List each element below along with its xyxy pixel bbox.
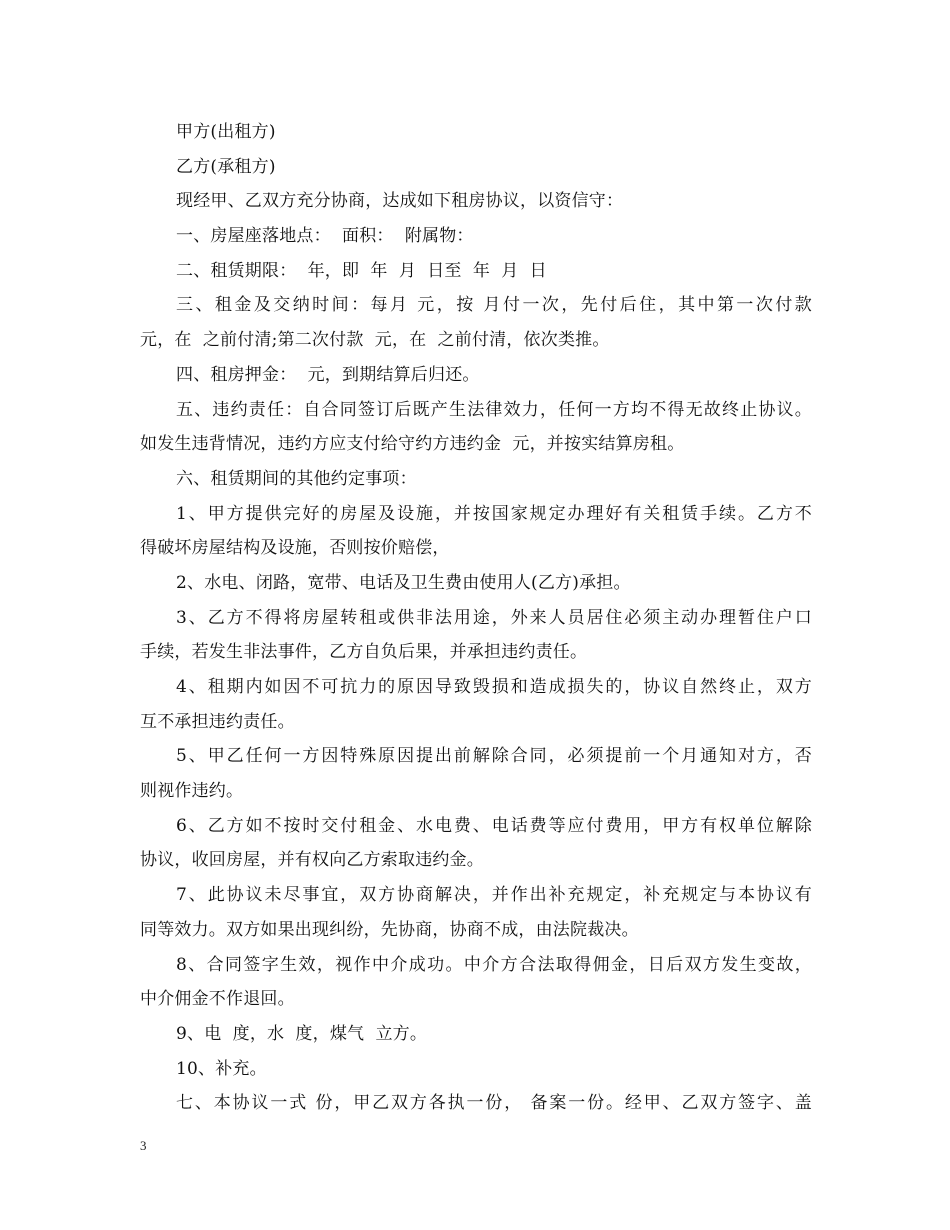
text-line: 协议，收回房屋，并有权向乙方索取违约金。: [140, 850, 484, 871]
text-line: 7、此协议未尽事宜，双方协商解决，并作出补充规定，补充规定与本协议有: [176, 885, 812, 906]
text-line: 五、违约责任：自合同签订后既产生法律效力，任何一方均不得无故终止协议。: [176, 399, 812, 420]
text-line: 三、租金及交纳时间：每月 元，按 月付一次，先付后住，其中第一次付款: [176, 295, 812, 316]
text-line: 七、本协议一式 份，甲乙双方各执一份， 备案一份。经甲、乙双方签字、盖: [176, 1093, 812, 1114]
text-line: 同等效力。双方如果出现纠纷，先协商，协商不成，由法院裁决。: [140, 919, 639, 940]
text-line: 甲方(出租方): [176, 122, 276, 142]
text-line: 5、甲乙任何一方因特殊原因提出前解除合同，必须提前一个月通知对方，否: [176, 746, 812, 767]
text-line: 9、电 度，水 度，煤气 立方。: [176, 1023, 428, 1044]
text-line: 1、甲方提供完好的房屋及设施，并按国家规定办理好有关租赁手续。乙方不: [176, 503, 812, 524]
text-line: 手续，若发生非法事件，乙方自负后果，并承担违约责任。: [140, 642, 588, 663]
text-line: 元，在 之前付清;第二次付款 元，在 之前付清，依次类推。: [140, 330, 610, 351]
text-line: 8、合同签字生效，视作中介成功。中介方合法取得佣金，日后双方发生变故，: [176, 954, 812, 975]
text-line: 2、水电、闭路，宽带、电话及卫生费由使用人(乙方)承担。: [176, 572, 631, 593]
text-line: 互不承担违约责任。: [140, 711, 295, 732]
text-line: 则视作违约。: [140, 781, 244, 802]
text-line: 现经甲、乙双方充分协商，达成如下租房协议，以资信守：: [176, 191, 624, 212]
text-line: 3、乙方不得将房屋转租或供非法用途，外来人员居住必须主动办理暂住户口: [176, 607, 812, 628]
text-line: 10、补充。: [176, 1058, 267, 1079]
text-line: 一、房屋座落地点： 面积： 附属物：: [176, 226, 474, 247]
text-line: 中介佣金不作退回。: [140, 989, 295, 1010]
text-line: 六、租赁期间的其他约定事项：: [176, 468, 417, 489]
page-number: 3: [140, 1138, 147, 1153]
text-line: 四、租房押金： 元，到期结算后归还。: [176, 364, 480, 385]
text-line: 6、乙方如不按时交付租金、水电费、电话费等应付费用，甲方有权单位解除: [176, 815, 812, 836]
text-line: 二、租赁期限： 年，即 年 月 日至 年 月 日: [176, 260, 547, 281]
text-line: 乙方(承租方): [176, 156, 276, 177]
contract-body: [140, 115, 812, 1121]
text-line: 如发生违背情况，违约方应支付给守约方违约金 元，并按实结算房租。: [140, 434, 685, 455]
text-line: 4、租期内如因不可抗力的原因导致毁损和造成损失的，协议自然终止，双方: [176, 677, 812, 697]
text-line: 得破坏房屋结构及设施，否则按价赔偿，: [140, 538, 450, 559]
